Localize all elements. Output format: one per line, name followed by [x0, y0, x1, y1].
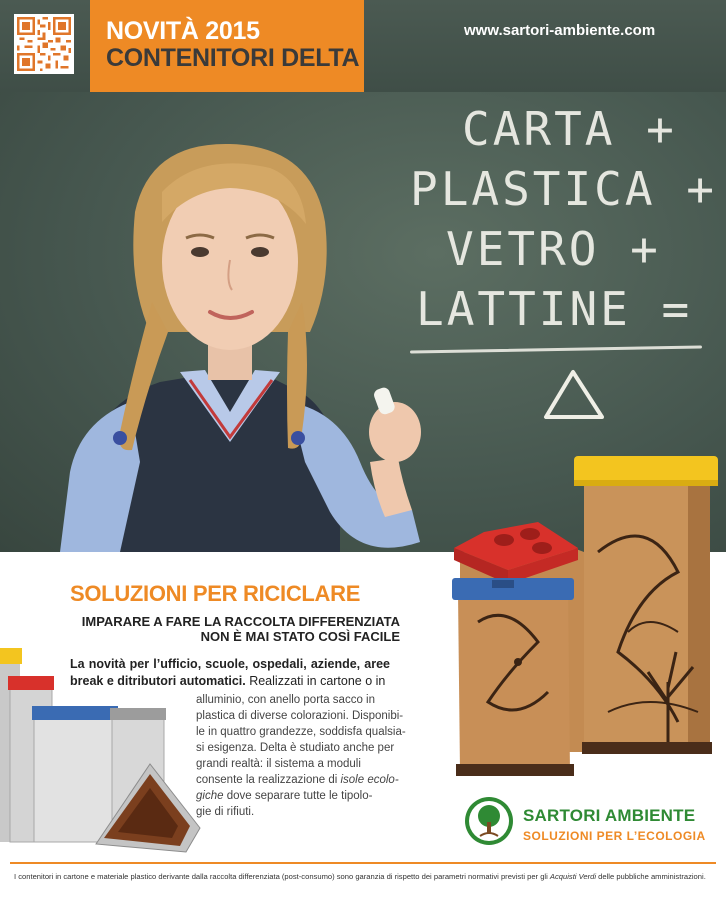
girl-photo [40, 132, 440, 552]
chalk-line-carta: CARTA + [462, 102, 677, 156]
subtitle-line-1: IMPARARE A FARE LA RACCOLTA DIFFERENZIATA [81, 614, 400, 629]
intro-paragraph [70, 656, 390, 690]
brand-name: SARTORI AMBIENTE [523, 806, 696, 825]
brand-tagline: SOLUZIONI PER L’ECOLOGIA [523, 829, 706, 843]
headline-product: CONTENITORI DELTA [106, 44, 360, 72]
body-line: plastica di diverse colorazioni. Disponibi- [196, 710, 404, 722]
footer-divider [10, 862, 716, 864]
footnote-text: I contenitori in cartone e materiale plastico derivante dalla raccolta differenziata (post-consumo) sono garanzia di rispetto dei parametri normativi previsti per gli [14, 872, 550, 881]
sartori-tree-logo-icon[interactable] [464, 796, 514, 846]
body-italic: giche [196, 790, 224, 802]
body-line: grandi realtà: il sistema a moduli [196, 758, 361, 770]
body-text: consente la realizzazione di [196, 774, 338, 786]
website-link[interactable]: www.sartori-ambiente.com [464, 22, 656, 39]
body-line: le in quattro grandezze, soddisfa qualsia- [196, 726, 406, 738]
intro-bold: La novità per l’ufficio, scuole, ospedali, aziende, aree break e ditributori automatici. [70, 657, 390, 688]
chalk-line-plastica: PLASTICA + [410, 162, 717, 216]
delta-bins-photo [448, 452, 726, 782]
section-subtitle [70, 614, 400, 644]
section-title: SOLUZIONI PER RICICLARE [70, 581, 361, 606]
footnote-text-end: delle pubbliche amministrazioni. [596, 872, 706, 881]
body-line: alluminio, con anello porta sacco in [196, 694, 375, 706]
headline-year: NOVITÀ 2015 [106, 17, 260, 45]
intro-rest: Realizzati in cartone o in [245, 674, 386, 688]
footnote [14, 872, 714, 881]
body-line: gie di rifiuti. [196, 806, 255, 818]
headline-box [90, 0, 364, 92]
subtitle-line-2: NON È MAI STATO COSÌ FACILE [200, 629, 400, 644]
footnote-italic: Acquisti Verdi [549, 872, 597, 881]
body-line [196, 772, 399, 788]
body-line: si esigenza. Delta è studiato anche per [196, 742, 395, 754]
body-line [196, 788, 392, 804]
body-text: dove separare tutte le tipolo- [223, 790, 373, 802]
chalk-line-lattine: LATTINE = [416, 282, 693, 336]
top-banner [0, 0, 726, 92]
body-italic: isole ecolo- [340, 774, 399, 786]
chalk-line-vetro: VETRO + [446, 222, 661, 276]
qr-code-icon[interactable] [14, 14, 74, 74]
